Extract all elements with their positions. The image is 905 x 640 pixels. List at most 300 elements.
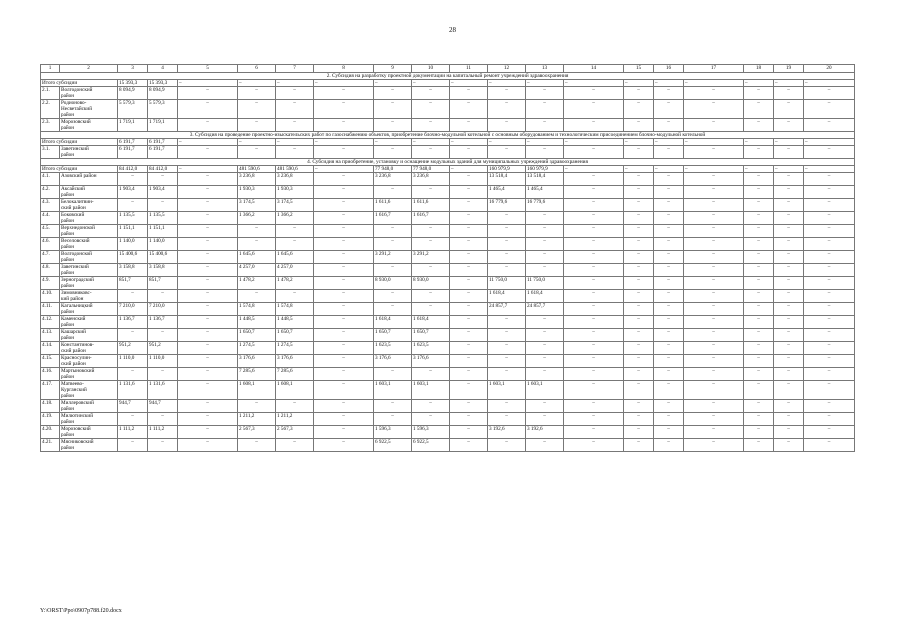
value-cell: 5 579,3 (148, 100, 178, 119)
value-cell: – (654, 355, 684, 368)
total-cell: – (624, 80, 654, 87)
value-cell: – (774, 212, 804, 225)
total-cell: 6 191,7 (148, 139, 178, 146)
value-cell: – (654, 316, 684, 329)
row-number: 2.1. (41, 87, 60, 100)
table-row (41, 146, 855, 159)
value-cell: – (118, 290, 148, 303)
section-title: 4. Субсидия на приобретение, установку и оснащение модульных зданий для муниципальных учреждений здравоохранения (41, 159, 855, 166)
value-cell: – (654, 199, 684, 212)
value-cell: – (654, 342, 684, 355)
value-cell: – (450, 316, 488, 329)
value-cell: – (276, 400, 314, 413)
value-cell: – (684, 212, 744, 225)
value-cell: – (744, 186, 774, 199)
value-cell: – (744, 146, 774, 159)
value-cell: – (488, 212, 526, 225)
value-cell: – (314, 186, 374, 199)
table-row (41, 277, 855, 290)
value-cell: – (412, 413, 450, 426)
value-cell: – (526, 119, 564, 132)
value-cell: 6 922,5 (374, 439, 412, 452)
value-cell: – (148, 329, 178, 342)
value-cell: – (450, 355, 488, 368)
value-cell: – (774, 426, 804, 439)
district-name: Морозовский район (60, 426, 118, 439)
value-cell: – (314, 251, 374, 264)
value-cell: – (412, 290, 450, 303)
value-cell: 851,7 (118, 277, 148, 290)
value-cell: – (450, 303, 488, 316)
value-cell: – (450, 426, 488, 439)
value-cell: 11 750,0 (526, 277, 564, 290)
value-cell: – (564, 225, 624, 238)
value-cell: – (564, 186, 624, 199)
value-cell: – (804, 329, 855, 342)
value-cell: – (744, 303, 774, 316)
value-cell: – (178, 290, 238, 303)
value-cell: 8 930,0 (412, 277, 450, 290)
value-cell: – (526, 264, 564, 277)
table-row (41, 119, 855, 132)
value-cell: – (624, 186, 654, 199)
value-cell: – (564, 303, 624, 316)
value-cell: – (804, 381, 855, 400)
value-cell: – (684, 173, 744, 186)
value-cell: – (178, 413, 238, 426)
total-cell: 481 590,6 (276, 166, 314, 173)
value-cell: – (178, 173, 238, 186)
value-cell: – (744, 290, 774, 303)
value-cell: – (654, 381, 684, 400)
value-cell: – (314, 426, 374, 439)
value-cell: 3 174,5 (276, 199, 314, 212)
value-cell: – (624, 146, 654, 159)
value-cell: – (374, 400, 412, 413)
column-number: 11 (450, 65, 488, 73)
value-cell: – (314, 368, 374, 381)
value-cell: – (654, 186, 684, 199)
value-cell: – (804, 119, 855, 132)
value-cell: – (684, 251, 744, 264)
value-cell: 3 158,8 (118, 264, 148, 277)
value-cell: – (526, 342, 564, 355)
total-cell: – (526, 80, 564, 87)
value-cell: – (564, 199, 624, 212)
value-cell: 6 191,7 (118, 146, 148, 159)
value-cell: – (564, 290, 624, 303)
value-cell: 1 211,2 (238, 413, 276, 426)
page-number: 28 (449, 26, 456, 34)
value-cell: – (624, 303, 654, 316)
value-cell: – (238, 146, 276, 159)
row-number: 4.17. (41, 381, 60, 400)
value-cell: – (450, 251, 488, 264)
total-cell: – (314, 139, 374, 146)
value-cell: 8 094,9 (148, 87, 178, 100)
value-cell: – (774, 186, 804, 199)
value-cell: 1 650,7 (276, 329, 314, 342)
district-name: Заветинский район (60, 146, 118, 159)
value-cell: – (314, 277, 374, 290)
value-cell: – (148, 173, 178, 186)
total-cell: – (412, 139, 450, 146)
value-cell: – (774, 251, 804, 264)
value-cell: 1 930,3 (238, 186, 276, 199)
table-row (41, 173, 855, 186)
header-row (41, 65, 855, 73)
value-cell: – (684, 119, 744, 132)
value-cell: – (450, 290, 488, 303)
value-cell: – (774, 400, 804, 413)
value-cell: 1 574,8 (276, 303, 314, 316)
value-cell: 1 623,5 (412, 342, 450, 355)
total-cell: – (684, 80, 744, 87)
value-cell: – (564, 400, 624, 413)
value-cell: – (654, 251, 684, 264)
value-cell: 1 603,1 (412, 381, 450, 400)
value-cell: – (624, 355, 654, 368)
value-cell: – (654, 100, 684, 119)
value-cell: 1 111,2 (148, 426, 178, 439)
value-cell: – (624, 426, 654, 439)
value-cell: – (178, 277, 238, 290)
total-cell: – (488, 80, 526, 87)
value-cell: – (178, 381, 238, 400)
value-cell: – (148, 413, 178, 426)
column-number: 10 (412, 65, 450, 73)
value-cell: – (314, 381, 374, 400)
value-cell: – (450, 439, 488, 452)
value-cell: – (684, 277, 744, 290)
value-cell: – (804, 225, 855, 238)
value-cell: 1 611,6 (374, 199, 412, 212)
district-name: Милютинский район (60, 413, 118, 426)
section-title-row (41, 132, 855, 139)
column-number: 12 (488, 65, 526, 73)
value-cell: – (774, 264, 804, 277)
value-cell: – (450, 100, 488, 119)
district-name: Миллеровский район (60, 400, 118, 413)
value-cell: – (488, 355, 526, 368)
value-cell: – (774, 368, 804, 381)
column-number: 13 (526, 65, 564, 73)
value-cell: – (178, 342, 238, 355)
total-cell: – (684, 166, 744, 173)
file-path-footer: Y:\ORST\Ppo\0907p788.f20.docx (40, 608, 122, 614)
row-number: 2.3. (41, 119, 60, 132)
value-cell: 24 857,7 (488, 303, 526, 316)
value-cell: 3 236,8 (238, 173, 276, 186)
value-cell: – (238, 225, 276, 238)
value-cell: – (684, 342, 744, 355)
value-cell: – (684, 290, 744, 303)
value-cell: – (564, 264, 624, 277)
district-name: Мартыновский район (60, 368, 118, 381)
section-title-row (41, 159, 855, 166)
table-row (41, 87, 855, 100)
value-cell: – (450, 146, 488, 159)
value-cell: 1 465,4 (488, 186, 526, 199)
row-number: 4.11. (41, 303, 60, 316)
row-number: 4.10. (41, 290, 60, 303)
row-number: 4.14. (41, 342, 60, 355)
value-cell: – (450, 225, 488, 238)
total-cell: – (774, 139, 804, 146)
column-number: 17 (684, 65, 744, 73)
value-cell: 1 478,2 (276, 277, 314, 290)
value-cell: – (276, 290, 314, 303)
value-cell: 1 274,5 (276, 342, 314, 355)
value-cell: 1 903,4 (148, 186, 178, 199)
value-cell: 1 596,3 (374, 426, 412, 439)
value-cell: – (488, 100, 526, 119)
value-cell: – (684, 238, 744, 251)
value-cell: 13 518,4 (526, 173, 564, 186)
value-cell: – (178, 212, 238, 225)
value-cell: – (178, 251, 238, 264)
value-cell: – (314, 342, 374, 355)
total-cell: – (450, 80, 488, 87)
value-cell: – (178, 225, 238, 238)
value-cell: 7 285,6 (238, 368, 276, 381)
value-cell: 1 111,2 (118, 426, 148, 439)
value-cell: – (804, 251, 855, 264)
value-cell: 3 291,2 (412, 251, 450, 264)
value-cell: – (526, 355, 564, 368)
value-cell: – (314, 87, 374, 100)
value-cell: – (684, 426, 744, 439)
value-cell: – (804, 212, 855, 225)
value-cell: – (624, 413, 654, 426)
value-cell: 951,2 (148, 342, 178, 355)
value-cell: – (314, 355, 374, 368)
value-cell: – (118, 439, 148, 452)
value-cell: 1 930,3 (276, 186, 314, 199)
total-cell: – (624, 139, 654, 146)
value-cell: – (654, 146, 684, 159)
value-cell: – (148, 439, 178, 452)
total-label: Итого субсидии (41, 80, 118, 87)
value-cell: – (564, 413, 624, 426)
value-cell: – (744, 225, 774, 238)
value-cell: – (148, 199, 178, 212)
value-cell: – (412, 368, 450, 381)
total-cell: – (314, 166, 374, 173)
column-number: 14 (564, 65, 624, 73)
total-cell: – (744, 166, 774, 173)
value-cell: 1 645,6 (238, 251, 276, 264)
value-cell: – (412, 303, 450, 316)
value-cell: – (178, 146, 238, 159)
total-cell: – (744, 80, 774, 87)
value-cell: – (654, 264, 684, 277)
column-number: 9 (374, 65, 412, 73)
column-number: 20 (804, 65, 855, 73)
value-cell: – (774, 100, 804, 119)
value-cell: – (412, 264, 450, 277)
total-cell: – (526, 139, 564, 146)
value-cell: – (488, 87, 526, 100)
value-cell: – (684, 368, 744, 381)
row-number: 4.19. (41, 413, 60, 426)
district-name: Родионово- Несветайский район (60, 100, 118, 119)
table-row (41, 400, 855, 413)
value-cell: 1 131,6 (118, 381, 148, 400)
value-cell: – (374, 303, 412, 316)
value-cell: 3 291,2 (374, 251, 412, 264)
value-cell: 1 611,6 (412, 199, 450, 212)
value-cell: – (412, 186, 450, 199)
value-cell: 2 567,3 (238, 426, 276, 439)
total-cell: – (804, 139, 855, 146)
value-cell: 1 650,7 (374, 329, 412, 342)
value-cell: 15 400,6 (148, 251, 178, 264)
total-cell: – (774, 80, 804, 87)
value-cell: – (804, 426, 855, 439)
table-row (41, 290, 855, 303)
district-name: Азовский район (60, 173, 118, 186)
value-cell: – (564, 100, 624, 119)
total-cell: 15 393,3 (118, 80, 148, 87)
value-cell: – (684, 400, 744, 413)
district-name: Белокалитвин- ский район (60, 199, 118, 212)
value-cell: – (412, 119, 450, 132)
district-name: Волгодонский район (60, 87, 118, 100)
value-cell: – (526, 146, 564, 159)
district-name: Аксайский район (60, 186, 118, 199)
table-row (41, 251, 855, 264)
value-cell: – (314, 290, 374, 303)
row-number: 4.12. (41, 316, 60, 329)
district-name: Верхнедонской район (60, 225, 118, 238)
value-cell: – (804, 439, 855, 452)
value-cell: – (526, 251, 564, 264)
row-number: 4.21. (41, 439, 60, 452)
value-cell: – (684, 264, 744, 277)
total-label: Итого субсидии (41, 139, 118, 146)
row-number: 4.1. (41, 173, 60, 186)
total-cell: – (654, 166, 684, 173)
value-cell: – (564, 439, 624, 452)
value-cell: – (564, 329, 624, 342)
value-cell: – (744, 199, 774, 212)
value-cell: – (684, 199, 744, 212)
value-cell: – (238, 290, 276, 303)
value-cell: 1 650,7 (238, 329, 276, 342)
value-cell: – (624, 173, 654, 186)
total-cell: 77 948,0 (374, 166, 412, 173)
value-cell: 13 518,4 (488, 173, 526, 186)
value-cell: – (684, 439, 744, 452)
value-cell: – (774, 303, 804, 316)
row-number: 2.2. (41, 100, 60, 119)
value-cell: – (624, 439, 654, 452)
value-cell: – (744, 439, 774, 452)
value-cell: – (774, 381, 804, 400)
value-cell: – (564, 173, 624, 186)
table-row (41, 381, 855, 400)
value-cell: – (624, 100, 654, 119)
value-cell: 3 176,6 (412, 355, 450, 368)
table-row (41, 303, 855, 316)
value-cell: – (148, 290, 178, 303)
value-cell: – (412, 146, 450, 159)
value-cell: 16 779,6 (526, 199, 564, 212)
column-number: 2 (60, 65, 118, 73)
value-cell: – (276, 225, 314, 238)
value-cell: – (314, 316, 374, 329)
value-cell: – (744, 100, 774, 119)
value-cell: – (526, 439, 564, 452)
value-cell: – (118, 199, 148, 212)
value-cell: – (654, 426, 684, 439)
value-cell: – (526, 87, 564, 100)
value-cell: – (774, 290, 804, 303)
district-name: Зерноградский район (60, 277, 118, 290)
total-cell: – (178, 80, 238, 87)
value-cell: 1 110,0 (118, 355, 148, 368)
value-cell: – (412, 225, 450, 238)
value-cell: – (654, 413, 684, 426)
value-cell: – (374, 119, 412, 132)
total-cell: – (374, 139, 412, 146)
value-cell: – (624, 277, 654, 290)
value-cell: 1 719,1 (148, 119, 178, 132)
value-cell: – (450, 264, 488, 277)
column-number: 3 (118, 65, 148, 73)
column-number: 1 (41, 65, 60, 73)
value-cell: – (488, 119, 526, 132)
value-cell: 3 176,6 (276, 355, 314, 368)
value-cell: – (744, 212, 774, 225)
value-cell: – (238, 100, 276, 119)
value-cell: – (654, 368, 684, 381)
value-cell: – (238, 439, 276, 452)
value-cell: 7 285,6 (276, 368, 314, 381)
value-cell: – (374, 225, 412, 238)
value-cell: – (178, 303, 238, 316)
value-cell: – (314, 400, 374, 413)
value-cell: 5 579,3 (118, 100, 148, 119)
district-name: Константинов- ский район (60, 342, 118, 355)
total-cell: – (804, 80, 855, 87)
value-cell: 1 448,5 (276, 316, 314, 329)
value-cell: 1 623,5 (374, 342, 412, 355)
value-cell: – (314, 173, 374, 186)
value-cell: – (804, 146, 855, 159)
value-cell: – (804, 173, 855, 186)
value-cell: – (804, 87, 855, 100)
value-cell: 1 618,4 (488, 290, 526, 303)
value-cell: 1 136,7 (148, 316, 178, 329)
value-cell: – (654, 212, 684, 225)
value-cell: – (450, 119, 488, 132)
row-number: 4.2. (41, 186, 60, 199)
value-cell: – (526, 225, 564, 238)
value-cell: – (564, 146, 624, 159)
value-cell: – (178, 368, 238, 381)
total-cell: 6 191,7 (118, 139, 148, 146)
total-cell: – (804, 166, 855, 173)
row-number: 4.13. (41, 329, 60, 342)
value-cell: – (118, 413, 148, 426)
value-cell: – (314, 119, 374, 132)
total-cell: – (178, 166, 238, 173)
value-cell: – (314, 225, 374, 238)
column-number: 4 (148, 65, 178, 73)
value-cell: – (684, 329, 744, 342)
